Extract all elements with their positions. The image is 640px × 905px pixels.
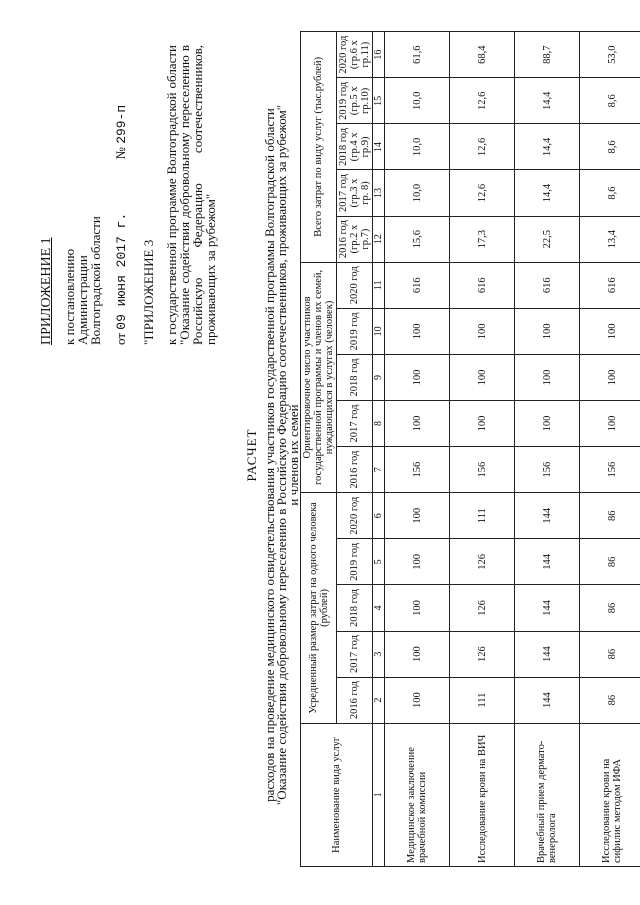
table-cell: 126 (450, 585, 515, 631)
year-header: 2018 год (337, 354, 373, 400)
table-cell: 100 (385, 354, 450, 400)
table-cell: 616 (580, 262, 640, 308)
number-prefix: № (113, 147, 128, 160)
resolution-line: Волгоградской области (88, 216, 103, 345)
year-header: 2019 год (гр.5 х гр.10) (337, 78, 373, 124)
column-number: 16 (373, 32, 385, 78)
title-line: расходов на проведение медицинского освидетельствования участников государственной программы Волгоградской области (262, 108, 277, 802)
table-cell: 100 (515, 401, 580, 447)
table-cell: 86 (580, 677, 640, 723)
column-number: 3 (373, 631, 385, 677)
table-cell: 100 (385, 585, 450, 631)
column-number: 15 (373, 78, 385, 124)
year-header: 2020 год (337, 262, 373, 308)
table-cell: 156 (450, 447, 515, 493)
year-header: 2019 год (337, 539, 373, 585)
table-cell: 144 (515, 539, 580, 585)
table-cell: 616 (515, 262, 580, 308)
year-header: 2016 год (337, 677, 373, 723)
table-cell: 100 (385, 677, 450, 723)
year-header: 2019 год (337, 308, 373, 354)
table-cell: 616 (450, 262, 515, 308)
program-text: к государственной программе Волгоградской области "Оказание содействия добровольному переселению в Российскую Федерацию соотечественников, проживающих за рубежом" (164, 45, 218, 345)
table-cell: 144 (515, 493, 580, 539)
col-header-name: Наименование вида услуг (301, 723, 373, 866)
table-cell: 100 (385, 493, 450, 539)
appendix-title: ПРИЛОЖЕНИЕ 1 (39, 237, 54, 345)
table-cell: 86 (580, 631, 640, 677)
title-line: "Оказание содействия добровольному переселению в Российскую Федерацию соотечественников, проживающих за рубежом" (274, 104, 289, 806)
year-header: 2018 год (гр.4 х гр.9) (337, 124, 373, 170)
service-name: Медицинское заключение врачебной комиссии (385, 723, 450, 866)
table-row (450, 32, 515, 867)
year-header: 2017 год (337, 401, 373, 447)
table-row (580, 32, 640, 867)
table-cell: 12,6 (450, 170, 515, 216)
column-number: 1 (373, 723, 385, 866)
resolution-line: к постановлению (62, 248, 77, 345)
column-number: 2 (373, 677, 385, 723)
table-cell: 100 (385, 308, 450, 354)
table-cell: 144 (515, 677, 580, 723)
service-name: Врачебный прием дермато-венеролога (515, 723, 580, 866)
table-cell: 14,4 (515, 78, 580, 124)
title-line: и членов их семей (286, 404, 301, 506)
table-cell: 10,0 (385, 170, 450, 216)
table-cell: 126 (450, 631, 515, 677)
year-header: 2016 год (гр.2 х гр.7) (337, 216, 373, 262)
table-cell: 100 (450, 308, 515, 354)
table-cell: 15,6 (385, 216, 450, 262)
table-cell: 100 (385, 401, 450, 447)
table-cell: 111 (450, 493, 515, 539)
table-cell: 88,7 (515, 32, 580, 78)
column-number: 5 (373, 539, 385, 585)
table-cell: 12,6 (450, 124, 515, 170)
document-header (40, 45, 217, 345)
table-cell: 13,4 (580, 216, 640, 262)
column-number: 10 (373, 308, 385, 354)
column-number: 14 (373, 124, 385, 170)
table-cell: 100 (580, 308, 640, 354)
table-cell: 10,0 (385, 124, 450, 170)
table-cell: 144 (515, 631, 580, 677)
table-cell: 86 (580, 493, 640, 539)
column-number: 9 (373, 354, 385, 400)
column-number: 12 (373, 216, 385, 262)
year-header: 2017 год (гр.3 х гр. 8) (337, 170, 373, 216)
table-cell: 111 (450, 677, 515, 723)
title-heading: РАСЧЕТ (244, 428, 259, 482)
document-title (246, 35, 300, 875)
col-group-total: Всего затрат по виду услуг (тыс.рублей) (301, 32, 337, 263)
column-number: 11 (373, 262, 385, 308)
service-name: Исследование крови на ВИЧ (450, 723, 515, 866)
table-cell: 126 (450, 539, 515, 585)
table-cell: 17,3 (450, 216, 515, 262)
table-cell: 100 (515, 308, 580, 354)
year-header: 2020 год (337, 493, 373, 539)
costs-table (300, 31, 640, 867)
table-cell: 22,5 (515, 216, 580, 262)
year-header: 2017 год (337, 631, 373, 677)
table-cell: 100 (385, 539, 450, 585)
date-line (114, 45, 128, 345)
service-name: Исследование крови на сифилис методом ИФА (580, 723, 640, 866)
table-cell: 156 (515, 447, 580, 493)
table-cell: 68,4 (450, 32, 515, 78)
year-header: 2016 год (337, 447, 373, 493)
date-value: 09 июня 2017 г. (114, 212, 129, 330)
number-value: 299-п (114, 104, 129, 144)
table-cell: 100 (450, 354, 515, 400)
table-cell: 100 (580, 354, 640, 400)
column-number: 13 (373, 170, 385, 216)
table-row (515, 32, 580, 867)
table-cell: 10,0 (385, 78, 450, 124)
table-cell: 100 (580, 401, 640, 447)
table-cell: 86 (580, 539, 640, 585)
table-cell: 14,4 (515, 124, 580, 170)
table-cell: 8,6 (580, 170, 640, 216)
table-cell: 86 (580, 585, 640, 631)
col-group-unit-cost: Усредненный размер затрат на одного человека (рублей) (301, 493, 337, 724)
table-cell: 144 (515, 585, 580, 631)
table-cell: 156 (580, 447, 640, 493)
col-group-participants: Ориентировочное число участников государственной программы и членов их семей, нуждающихся в услугах (человек) (301, 262, 337, 493)
table-cell: 14,4 (515, 170, 580, 216)
year-header: 2018 год (337, 585, 373, 631)
column-number: 8 (373, 401, 385, 447)
table-cell: 100 (515, 354, 580, 400)
appendix3-title: "ПРИЛОЖЕНИЕ 3 (141, 239, 156, 345)
table-cell: 53,0 (580, 32, 640, 78)
resolution-line: Администрации (75, 255, 90, 345)
table-cell: 156 (385, 447, 450, 493)
column-number: 4 (373, 585, 385, 631)
table-cell: 12,6 (450, 78, 515, 124)
table-cell: 61,6 (385, 32, 450, 78)
year-header: 2020 год (гр.6 х гр.11) (337, 32, 373, 78)
table-row (385, 32, 450, 867)
column-number: 7 (373, 447, 385, 493)
table-cell: 100 (385, 631, 450, 677)
table-cell: 8,6 (580, 78, 640, 124)
table-header-row (301, 32, 337, 867)
table-cell: 8,6 (580, 124, 640, 170)
date-prefix: от (113, 332, 128, 345)
column-number-row (373, 32, 385, 867)
column-number: 6 (373, 493, 385, 539)
table-cell: 616 (385, 262, 450, 308)
table-cell: 100 (450, 401, 515, 447)
